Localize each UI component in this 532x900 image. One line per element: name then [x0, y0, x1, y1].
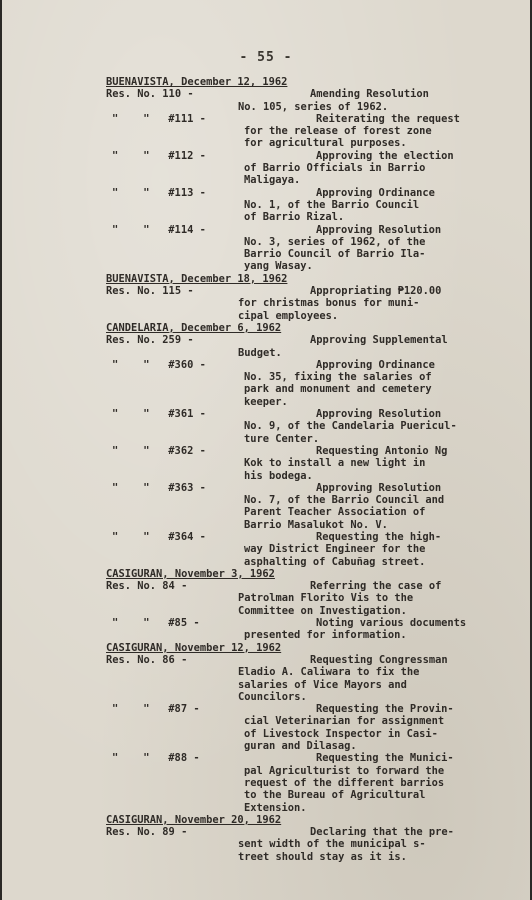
description-line: cipal employees.: [238, 309, 339, 322]
resolution-description: [244, 482, 491, 531]
document-page: [2, 0, 530, 900]
description-line: Referring the case of: [310, 580, 442, 593]
resolution-entry: [106, 654, 491, 703]
description-line: Requesting Congressman: [310, 653, 448, 666]
municipality-section: [106, 76, 491, 273]
resolution-number: " " #360 -: [112, 358, 206, 371]
description-line: Barrio Masalukot No. V.: [244, 518, 388, 531]
resolution-number: " " #85 -: [112, 617, 200, 630]
page-number: - 55 -: [239, 50, 293, 65]
description-line: Declaring that the pre-: [310, 826, 454, 839]
description-line: to the Bureau of Agricultural: [244, 789, 426, 802]
description-line: yang Wasay.: [244, 260, 313, 273]
description-line: Amending Resolution: [310, 88, 429, 101]
resolution-description: [244, 445, 491, 482]
municipality-section: [106, 568, 491, 642]
municipality-section: [106, 814, 491, 863]
resolution-number: Res. No. 259 -: [106, 334, 194, 347]
resolution-number: " " #87 -: [112, 703, 200, 716]
description-line: treet should stay as it is.: [238, 850, 407, 863]
resolution-entry: [106, 752, 491, 813]
resolution-number: Res. No. 86 -: [106, 653, 188, 666]
description-line: Extension.: [244, 801, 307, 814]
resolution-number: " " #361 -: [112, 408, 206, 421]
resolution-description: [244, 113, 491, 150]
resolution-description: [244, 150, 491, 187]
resolution-number: Res. No. 115 -: [106, 285, 194, 298]
description-line: Requesting Antonio Ng: [316, 444, 448, 457]
section-heading: CASIGURAN, November 3, 1962: [106, 567, 275, 580]
description-line: guran and Dilasag.: [244, 740, 357, 753]
resolution-number: " " #113 -: [112, 186, 206, 199]
description-line: of Barrio Officials in Barrio: [244, 162, 426, 175]
resolution-description: [238, 88, 491, 113]
resolution-entry: [106, 617, 491, 642]
resolution-entry: [106, 826, 491, 863]
resolutions-list: [106, 76, 491, 863]
description-line: No. 3, series of 1962, of the: [244, 235, 426, 248]
description-line: No. 7, of the Barrio Council and: [244, 494, 445, 507]
description-line: Approving Ordinance: [316, 186, 435, 199]
resolution-description: [244, 359, 491, 408]
resolution-number: Res. No. 84 -: [106, 580, 188, 593]
description-line: salaries of Vice Mayors and: [238, 678, 407, 691]
description-line: for the release of forest zone: [244, 125, 432, 138]
description-line: Kok to install a new light in: [244, 457, 426, 470]
description-line: ture Center.: [244, 432, 320, 445]
resolution-number: " " #112 -: [112, 149, 206, 162]
resolution-description: [244, 224, 491, 273]
resolution-entry: [106, 285, 491, 322]
resolution-description: [244, 531, 491, 568]
resolution-entry: [106, 224, 491, 273]
resolution-entry: [106, 482, 491, 531]
description-line: of Livestock Inspector in Casi-: [244, 727, 438, 740]
resolution-description: [244, 703, 491, 752]
municipality-section: [106, 642, 491, 814]
description-line: Barrio Council of Barrio Ila-: [244, 248, 426, 261]
resolution-description: [238, 580, 491, 617]
resolution-entry: [106, 150, 491, 187]
section-heading: CASIGURAN, November 20, 1962: [106, 813, 282, 826]
resolution-entry: [106, 408, 491, 445]
resolution-entry: [106, 580, 491, 617]
description-line: Committee on Investigation.: [238, 604, 407, 617]
description-line: Approving Supplemental: [310, 334, 448, 347]
description-line: No. 105, series of 1962.: [238, 100, 389, 113]
description-line: of Barrio Rizal.: [244, 211, 345, 224]
resolution-number: Res. No. 89 -: [106, 826, 188, 839]
municipality-section: [106, 273, 491, 322]
description-line: Approving the election: [316, 149, 454, 162]
resolution-description: [244, 617, 491, 642]
resolution-entry: [106, 334, 491, 359]
municipality-section: [106, 322, 491, 568]
resolution-entry: [106, 88, 491, 113]
description-line: Requesting the high-: [316, 530, 442, 543]
resolution-entry: [106, 187, 491, 224]
resolution-description: [244, 752, 491, 813]
description-line: Budget.: [238, 346, 282, 359]
resolution-entry: [106, 359, 491, 408]
description-line: Requesting the Munici-: [316, 752, 454, 765]
resolution-number: Res. No. 110 -: [106, 88, 194, 101]
description-line: his bodega.: [244, 469, 313, 482]
resolution-number: " " #88 -: [112, 752, 200, 765]
description-line: for agricultural purposes.: [244, 137, 407, 150]
description-line: way District Engineer for the: [244, 543, 426, 556]
description-line: for christmas bonus for muni-: [238, 297, 420, 310]
description-line: keeper.: [244, 395, 288, 408]
resolution-number: " " #363 -: [112, 481, 206, 494]
description-line: Appropriating ₱120.00: [310, 285, 442, 298]
description-line: Patrolman Florito Vis to the: [238, 592, 414, 605]
section-heading: CASIGURAN, November 12, 1962: [106, 641, 282, 654]
description-line: cial Veterinarian for assignment: [244, 715, 445, 728]
resolution-number: " " #362 -: [112, 444, 206, 457]
description-line: Maligaya.: [244, 174, 301, 187]
description-line: Approving Resolution: [316, 481, 442, 494]
description-line: No. 1, of the Barrio Council: [244, 198, 420, 211]
description-line: park and monument and cemetery: [244, 383, 432, 396]
resolution-number: " " #114 -: [112, 223, 206, 236]
description-line: Reiterating the request: [316, 112, 460, 125]
description-line: presented for information.: [244, 629, 407, 642]
resolution-description: [238, 334, 491, 359]
resolution-description: [244, 408, 491, 445]
section-heading: BUENAVISTA, December 12, 1962: [106, 76, 288, 88]
resolution-entry: [106, 531, 491, 568]
description-line: No. 9, of the Candelaria Puericul-: [244, 420, 457, 433]
resolution-entry: [106, 113, 491, 150]
resolution-number: " " #364 -: [112, 530, 206, 543]
description-line: Approving Resolution: [316, 223, 442, 236]
description-line: sent width of the municipal s-: [238, 838, 426, 851]
description-line: Approving Ordinance: [316, 358, 435, 371]
description-line: Eladio A. Caliwara to fix the: [238, 666, 420, 679]
resolution-description: [238, 654, 491, 703]
description-line: Approving Resolution: [316, 408, 442, 421]
description-line: request of the different barrios: [244, 776, 445, 789]
section-heading: CANDELARIA, December 6, 1962: [106, 321, 282, 334]
description-line: No. 35, fixing the salaries of: [244, 371, 432, 384]
description-line: Councilors.: [238, 690, 307, 703]
resolution-entry: [106, 703, 491, 752]
resolution-entry: [106, 445, 491, 482]
resolution-number: " " #111 -: [112, 112, 206, 125]
resolution-description: [238, 285, 491, 322]
section-heading: BUENAVISTA, December 18, 1962: [106, 272, 288, 285]
description-line: pal Agriculturist to forward the: [244, 764, 445, 777]
resolution-description: [244, 187, 491, 224]
resolution-description: [238, 826, 491, 863]
description-line: Requesting the Provin-: [316, 703, 454, 716]
description-line: asphalting of Cabuñag street.: [244, 555, 426, 568]
description-line: Parent Teacher Association of: [244, 506, 426, 519]
description-line: Noting various documents: [316, 617, 467, 630]
